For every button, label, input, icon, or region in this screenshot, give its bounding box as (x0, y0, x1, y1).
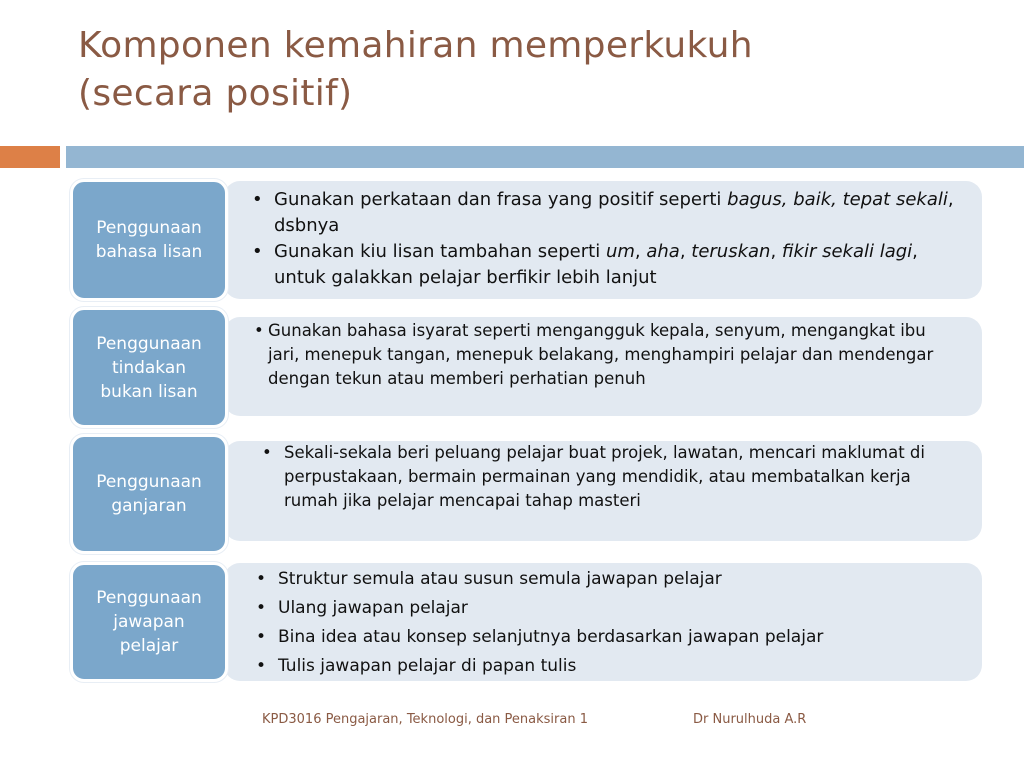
bullet-text: um (605, 241, 635, 262)
bullet-text: Ulang jawapan pelajar (278, 598, 468, 618)
bullet-dot-icon: • (256, 569, 267, 589)
bullet-text: , untuk galakkan pelajar berfikir lebih lanjut (274, 241, 918, 288)
bullet-text: Gunakan kiu lisan tambahan seperti (274, 241, 606, 262)
bullet-text: , (770, 241, 782, 262)
footer-course: KPD3016 Pengajaran, Teknologi, dan Penaksiran 1 (262, 712, 588, 727)
bullet-text: Bina idea atau konsep selanjutnya berdasarkan jawapan pelajar (278, 627, 824, 647)
bullet-dot-icon: • (252, 189, 263, 210)
footer-author: Dr Nurulhuda A.R (693, 712, 807, 727)
section-label-bahasa-lisan (70, 179, 228, 301)
slide-title-line-2: (secara positif) (78, 73, 353, 114)
section-label-text: Penggunaan jawapan pelajar (96, 588, 202, 656)
section-label-ganjaran (70, 434, 228, 554)
bullet-item (252, 239, 962, 291)
bullet-text: , (634, 241, 647, 262)
bullet-text: bagus, baik, tepat sekali (727, 189, 948, 210)
slide-title-line-1: Komponen kemahiran memperkukuh (78, 25, 753, 66)
bullet-item (262, 441, 962, 513)
bullet-text: Struktur semula atau susun semula jawapan pelajar (278, 569, 722, 589)
bullet-dot-icon: • (254, 321, 264, 340)
bullet-dot-icon: • (256, 656, 267, 676)
section-body-jawapan-pelajar (224, 563, 982, 681)
section-body-bahasa-lisan (224, 181, 982, 299)
bullet-text: Sekali-sekala beri peluang pelajar buat projek, lawatan, mencari maklumat di perpustakaan, bermain permainan yang mendidik, atau membatalkan kerja rumah jika pelajar mencapai tahap masteri (284, 443, 925, 510)
bullet-text: fikir sekali lagi (781, 241, 913, 262)
bullet-text: , dsbnya (274, 189, 954, 236)
bullet-dot-icon: • (256, 627, 267, 647)
orange-accent-bar (0, 146, 60, 168)
bullet-dot-icon: • (256, 598, 267, 618)
bullet-item (256, 652, 962, 681)
bullet-item (256, 565, 962, 594)
bullet-list (262, 441, 962, 513)
bullet-text: , (679, 241, 692, 262)
bullet-item (256, 594, 962, 623)
bullet-item (256, 623, 962, 652)
bullet-list (252, 187, 962, 291)
bullet-item (252, 187, 962, 239)
bullet-text: aha (646, 241, 680, 262)
section-label-jawapan-pelajar (70, 562, 228, 682)
bullet-text: teruskan (691, 241, 771, 262)
section-label-text: Penggunaan bahasa lisan (95, 218, 203, 262)
section-label-text: Penggunaan tindakan bukan lisan (96, 333, 202, 402)
bullet-text: Gunakan bahasa isyarat seperti mengangguk kepala, senyum, mengangkat ibu jari, menepuk tangan, menepuk belakang, menghampiri pelajar dan mendengar dengan tekun atau memberi perhatian penuh (268, 321, 934, 388)
section-body-tindakan-bukan-lisan (224, 317, 982, 416)
blue-accent-bar (66, 146, 1024, 168)
bullet-list (256, 565, 962, 681)
bullet-text: Tulis jawapan pelajar di papan tulis (278, 656, 577, 676)
bullet-item (254, 319, 962, 391)
slide-title (78, 22, 978, 118)
section-label-text: Penggunaan ganjaran (96, 472, 202, 516)
section-body-ganjaran (224, 441, 982, 541)
bullet-dot-icon: • (252, 241, 263, 262)
bullet-text: Gunakan perkataan dan frasa yang positif seperti (274, 189, 728, 210)
bullet-list (254, 319, 962, 391)
bullet-dot-icon: • (262, 443, 272, 462)
section-label-tindakan-bukan-lisan (70, 307, 228, 428)
